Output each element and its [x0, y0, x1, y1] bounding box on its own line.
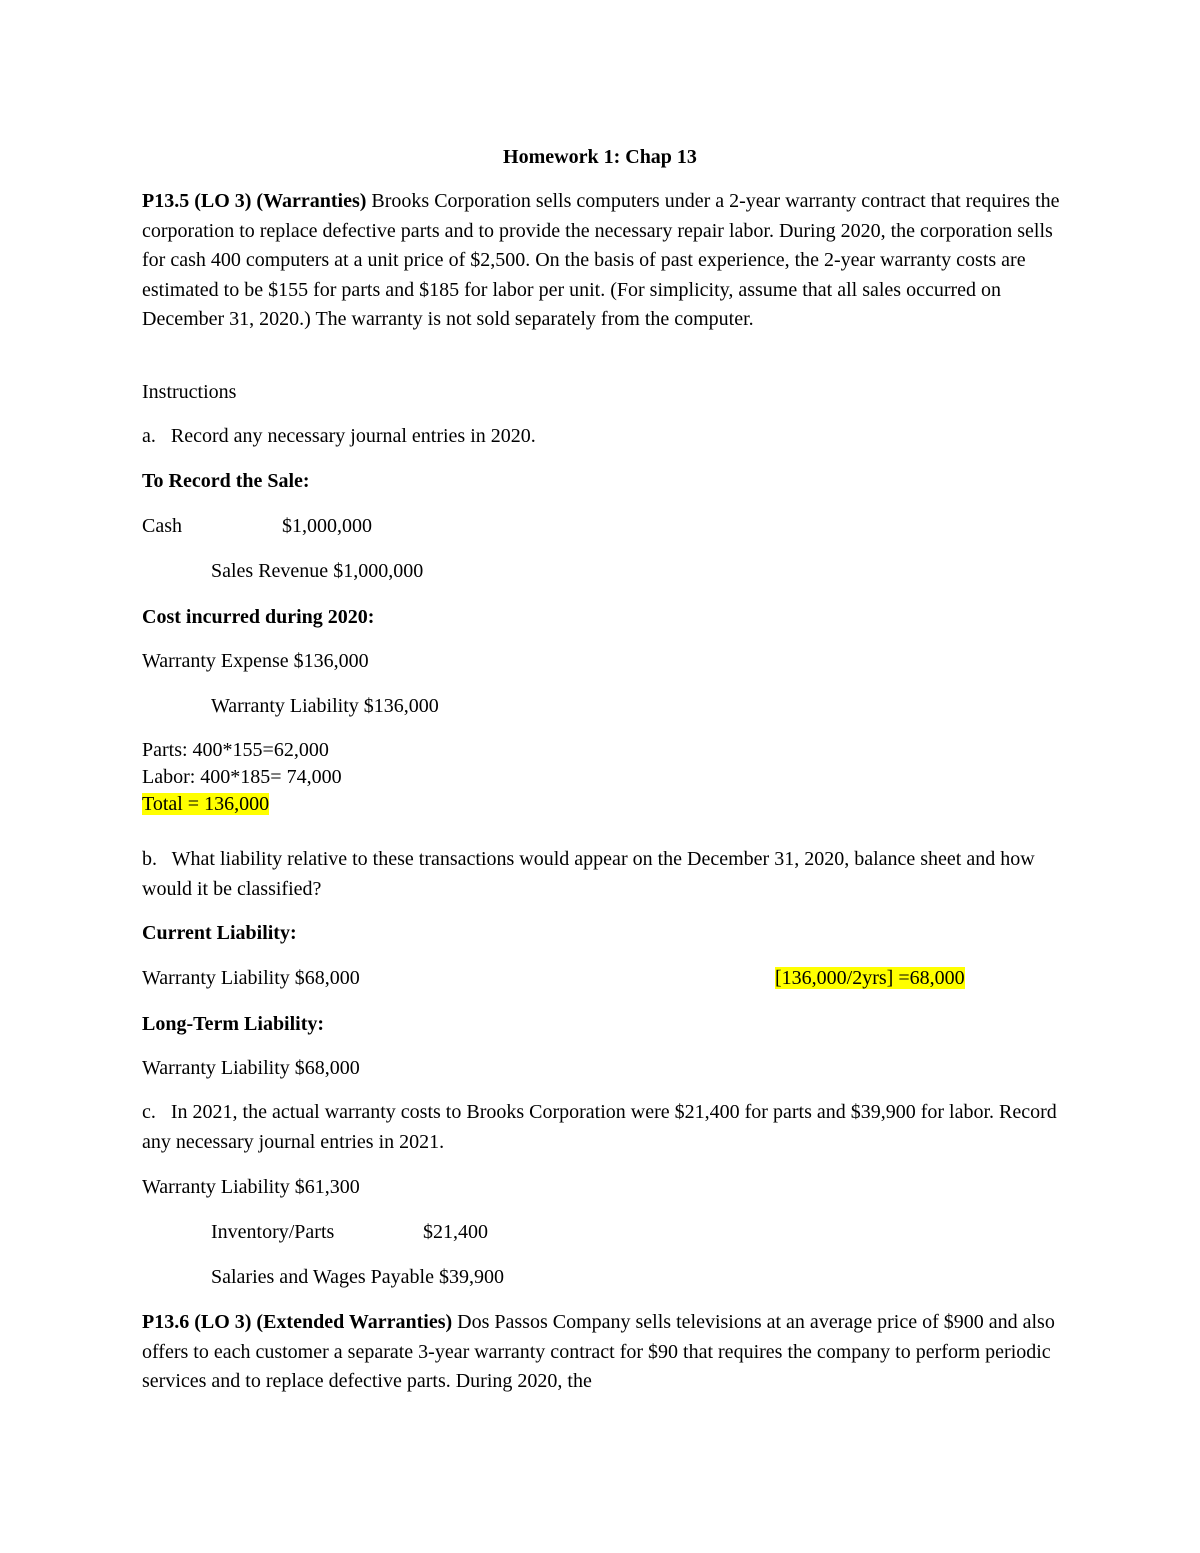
instructions-label: Instructions [142, 381, 237, 403]
part-a [142, 422, 536, 452]
problem-13-6 [142, 1308, 1072, 1397]
record-sale-heading: To Record the Sale: [142, 470, 310, 492]
sale-debit-amount: $1,000,000 [282, 515, 372, 537]
long-term-liability-heading: Long-Term Liability: [142, 1013, 325, 1035]
total-calc-highlight: Total = 136,000 [142, 793, 270, 815]
entry-2021-credit-1 [211, 1218, 488, 1248]
part-c-marker: c. [142, 1101, 156, 1123]
current-liability-line: Warranty Liability $68,000 [142, 967, 360, 989]
cost-2020-heading: Cost incurred during 2020: [142, 606, 375, 628]
page-title: Homework 1: Chap 13 [503, 146, 697, 168]
part-c-text: In 2021, the actual warranty costs to Brooks Corporation were $21,400 for parts and $39,900 for labor. Record any necessary journal entries in 2021. [142, 1101, 1057, 1153]
cost-credit-line: Warranty Liability $136,000 [211, 695, 439, 717]
part-c [142, 1098, 1072, 1157]
problem-13-6-text: Dos Passos Company sells televisions at an average price of $900 and also offers to each customer a separate 3-year warranty contract for $90 that requires the company to perform periodic services and to replace defective parts. During 2020, the [142, 1311, 1055, 1392]
sale-credit-line: Sales Revenue $1,000,000 [211, 560, 424, 582]
part-a-text: Record any necessary journal entries in 2020. [170, 425, 536, 447]
problem-13-6-heading: P13.6 (LO 3) (Extended Warranties) [142, 1311, 453, 1333]
sale-debit-account: Cash [142, 515, 182, 537]
current-liability-calc [775, 964, 965, 994]
total-calc [142, 791, 269, 818]
part-b-marker: b. [142, 848, 157, 870]
parts-calc: Parts: 400*155=62,000 [142, 739, 329, 761]
part-b-text: What liability relative to these transactions would appear on the December 31, 2020, balance sheet and how would it be classified? [142, 848, 1035, 900]
long-term-liability-line: Warranty Liability $68,000 [142, 1057, 360, 1079]
labor-calc: Labor: 400*185= 74,000 [142, 766, 342, 788]
cost-debit-line: Warranty Expense $136,000 [142, 650, 369, 672]
entry-2021-credit-1-account: Inventory/Parts [211, 1221, 335, 1243]
problem-13-5 [142, 187, 1072, 335]
current-liability-heading: Current Liability: [142, 922, 297, 944]
part-a-marker: a. [142, 425, 156, 447]
problem-13-5-text: Brooks Corporation sells computers under a 2-year warranty contract that requires the corporation to replace defective parts and to provide the necessary repair labor. During 2020, the corporation sells for cash 400 computers at a unit price of $2,500. On the basis of past experience, the 2-year warranty costs are estimated to be $155 for parts and $185 for labor per unit. (For simplicity, assume that all sales occurred on December 31, 2020.) The warranty is not sold separately from the computer. [142, 190, 1060, 330]
entry-2021-credit-1-amount: $21,400 [423, 1221, 488, 1243]
entry-2021-credit-2: Salaries and Wages Payable $39,900 [211, 1266, 504, 1288]
entry-2021-debit: Warranty Liability $61,300 [142, 1176, 360, 1198]
current-liability-calc-highlight: [136,000/2yrs] =68,000 [775, 967, 965, 989]
part-b [142, 845, 1072, 904]
problem-13-5-heading: P13.5 (LO 3) (Warranties) [142, 190, 367, 212]
sale-debit-line [142, 512, 372, 542]
